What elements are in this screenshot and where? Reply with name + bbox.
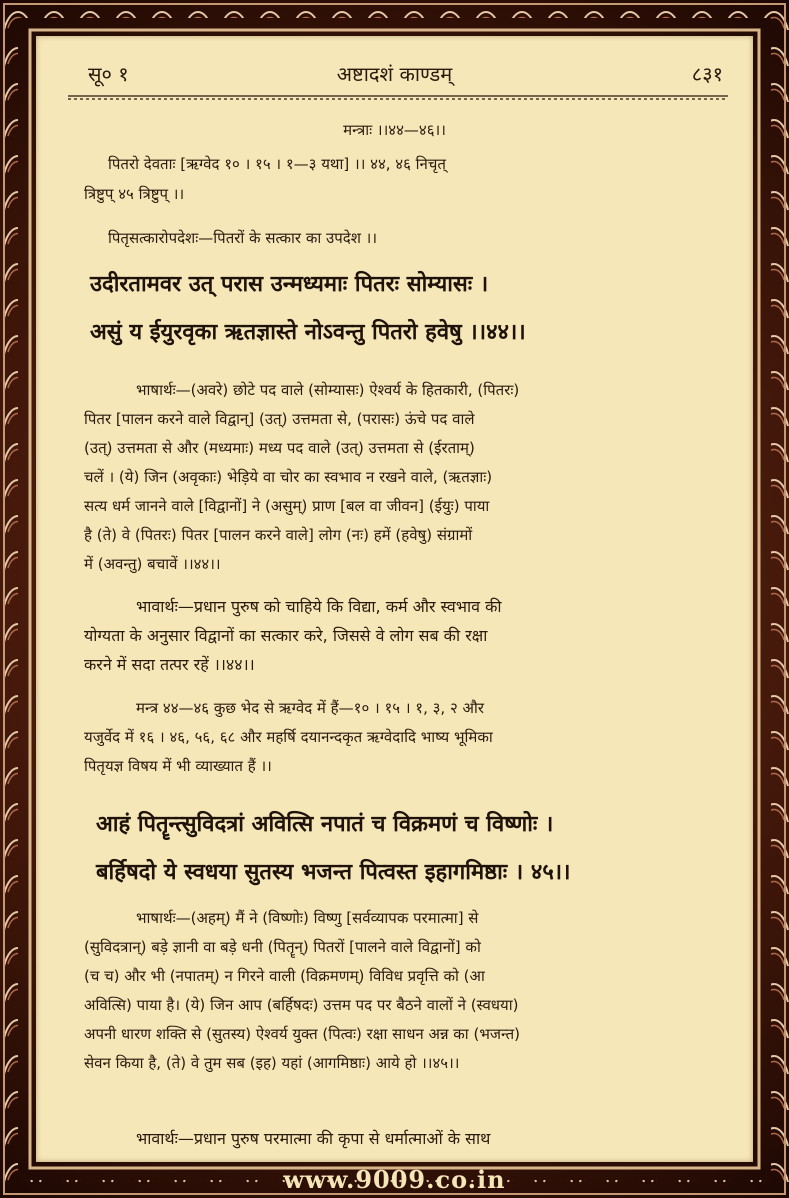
bhavartha-44-line: योग्यता के अनुसार विद्वानों का सत्कार करे, जिससे वे लोग सब की रक्षा: [84, 626, 488, 645]
page-header: [36, 52, 753, 92]
bhashartha-45-line: अवित्सि) पाया है। (ये) जिन आप (बर्हिषदः) उत्तम पद पर बैठने वालों ने (स्वधया): [84, 996, 519, 1014]
mantra-45-line-1: आहं पितॄन्त्सुविदत्रां अवित्सि नपातं च विक्रमणं च विष्णोः ।: [96, 811, 554, 837]
sukta-number: सू० १: [88, 62, 129, 86]
mantra-range-heading: मन्त्राः ।।४४—४६।।: [343, 121, 446, 139]
bhashartha-44-line: में (अवन्तु) बचावें ।।४४।।: [84, 555, 221, 573]
bhashartha-45-line: (सुविदत्रान्) बड़े ज्ञानी वा बड़े धनी (पितॄन्) पितरों [पालने वाले विद्वानों] को: [84, 938, 481, 956]
bhashartha-44-line: भाषार्थः—(अवरे) छोटे पद वाले (सोम्यासः) ऐश्वर्य के हितकारी, (पितरः): [136, 381, 520, 399]
mantra-44-line-1: उदीरतामवर उत् परास उन्मध्यमाः पितरः सोम्यासः ।: [90, 271, 489, 297]
reference-note-line: यजुर्वेद में १६ । ४६, ५६, ६८ और महर्षि दयानन्दकृत ऋग्वेदादि भाष्य भूमिका: [84, 728, 493, 746]
upadesh-line: पितृसत्कारोपदेशः—पितरों के सत्कार का उपदेश ।।: [108, 229, 378, 247]
bhashartha-44-line: है (ते) वे (पितरः) पितर [पालन करने वाले] लोग (नः) हमें (हवेषु) संग्रामों: [84, 526, 473, 544]
mantra-45-line-2: बर्हिषदो ये स्वधया सुतस्य भजन्त पित्वस्त इहागमिष्ठाः । ४५।।: [96, 859, 571, 885]
book-page: [36, 36, 753, 1162]
devata-line-2: त्रिष्टुप् ४५ त्रिष्टुप् ।।: [84, 185, 185, 203]
bhavartha-45-partial: भावार्थः—प्रधान पुरुष परमात्मा की कृपा से धर्मात्माओं के साथ: [136, 1129, 491, 1148]
bhashartha-44-line: चलें । (ये) जिन (अवृकाः) भेड़िये वा चोर का स्वभाव न रखने वाले, (ऋतज्ञाः): [84, 468, 493, 486]
bhashartha-45-line: अपनी धारण शक्ति से (सुतस्य) ऐश्वर्य युक्त (पित्वः) रक्षा साधन अन्न का (भजन्त): [84, 1025, 521, 1043]
bhashartha-44-line: पितर [पालन करने वाले विद्वान्] (उत्) उत्तमता से, (परासः) ऊंचे पद वाले: [84, 410, 475, 428]
bhashartha-44-line: सत्य धर्म जानने वाले [विद्वानों] ने (असुम्) प्राण [बल वा जीवन] (ईयुः) पाया: [84, 497, 490, 515]
bhavartha-44-line: करने में सदा तत्पर रहें ।।४४।।: [84, 655, 255, 674]
reference-note-line: पितृयज्ञ विषय में भी व्याख्यात हैं ।।: [84, 757, 272, 775]
devata-line-1: पितरो देवताः [ऋग्वेद १० । १५ । १—३ यथा] ।। ४४, ४६ निचृत्: [108, 155, 446, 173]
bhashartha-45-line: (च च) और भी (नपातम्) न गिरने वाली (विक्रमणम्) विविध प्रवृत्ति को (आ: [84, 967, 485, 985]
kanda-title: अष्टादशं काण्डम्: [336, 62, 453, 86]
header-rule: [68, 94, 728, 102]
reference-note: [84, 694, 724, 781]
bhashartha-44: [84, 376, 724, 579]
bhashartha-45: [84, 904, 724, 1078]
reference-note-line: मन्त्र ४४—४६ कुछ भेद से ऋग्वेद में हैं—१० । १५ । १, ३, २ और: [136, 699, 485, 717]
website-watermark: www.9009.co.in: [283, 1165, 506, 1194]
page-number: ८३१: [691, 62, 723, 86]
bhashartha-44-line: (उत्) उत्तमता से और (मध्यमाः) मध्य पद वाले (उत्) उत्तमता से (ईरताम्): [84, 439, 475, 457]
bhavartha-44-line: भावार्थः—प्रधान पुरुष को चाहिये कि विद्या, कर्म और स्वभाव की: [136, 597, 502, 616]
bhashartha-45-line: सेवन किया है, (ते) वे तुम सब (इह) यहां (आगमिष्ठाः) आये हो ।।४५।।: [84, 1054, 460, 1072]
bhashartha-45-line: भाषार्थः—(अहम्) मैं ने (विष्णोः) विष्णु [सर्वव्यापक परमात्मा] से: [136, 909, 479, 927]
bhavartha-44: [84, 592, 724, 679]
mantra-44-line-2: असुं य ईयुरवृका ऋतज्ञास्ते नोऽवन्तु पितरो हवेषु ।।४४।।: [90, 319, 526, 345]
